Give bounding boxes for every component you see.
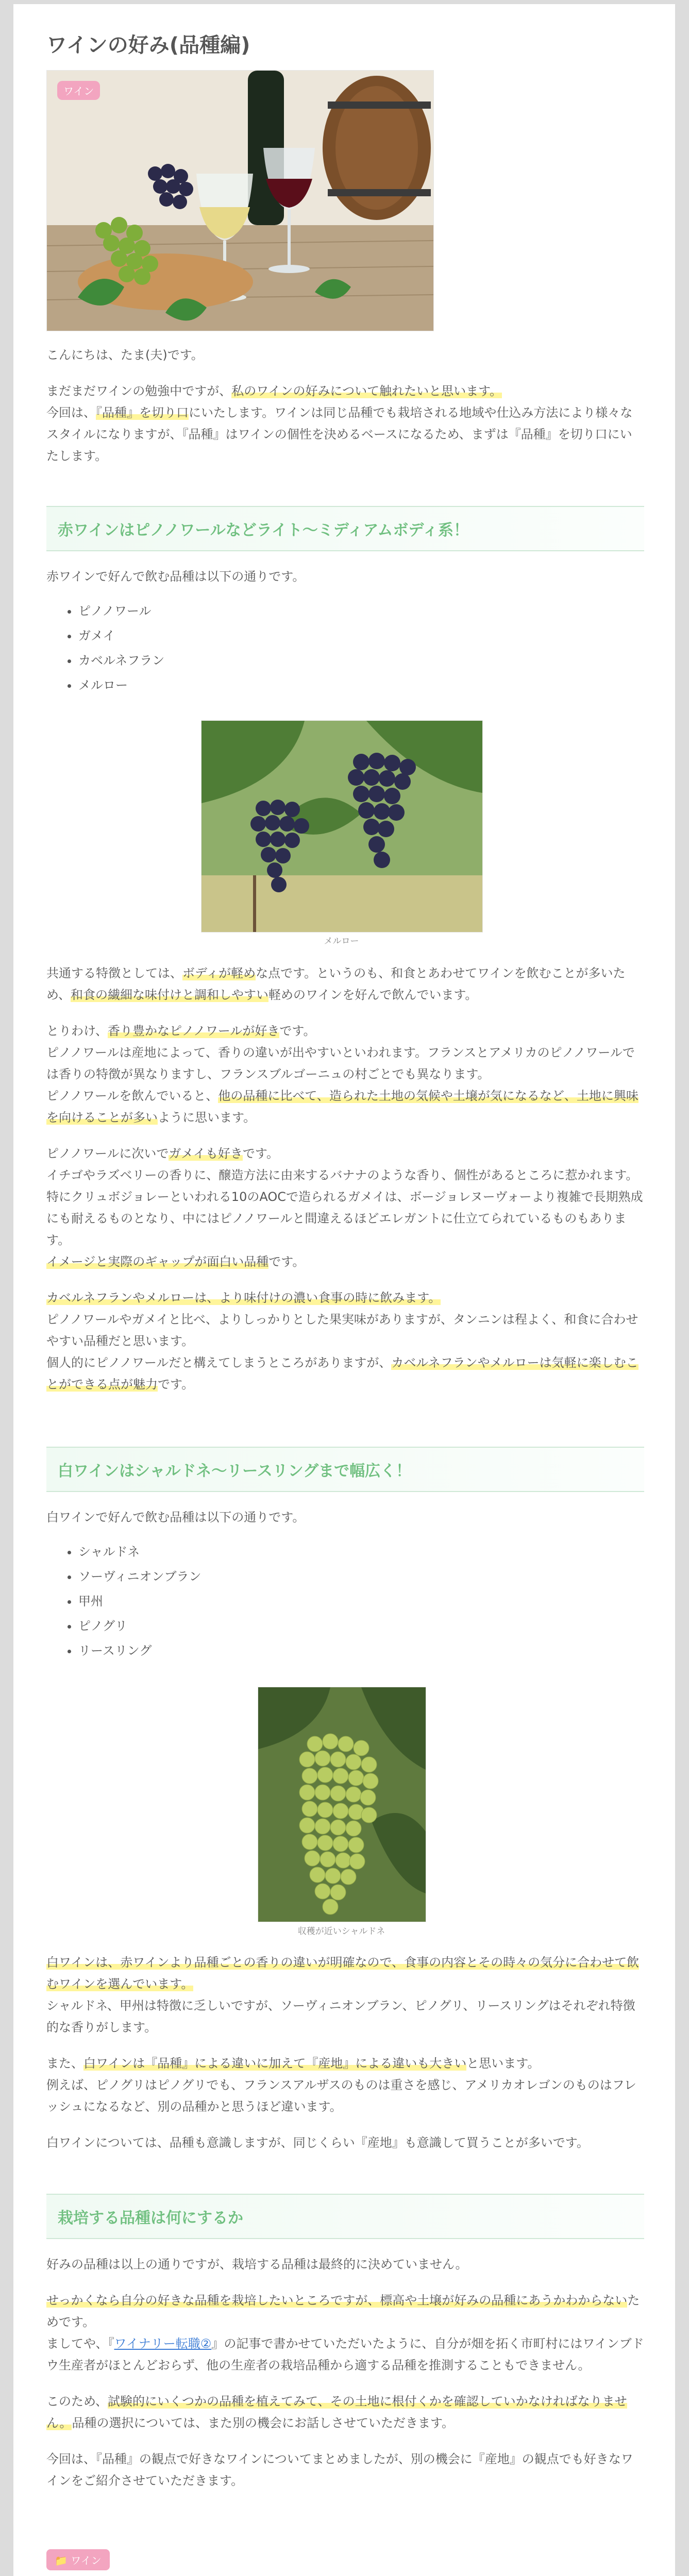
body-highlight: カベルネフランやメルローは気軽に楽しむことができる点が魅力	[46, 1355, 638, 1392]
merlot-caption: メルロー	[324, 936, 359, 946]
winery-article-link[interactable]: ワイナリー転職②	[114, 2336, 212, 2351]
red-wine-lead: 赤ワインで好んで飲む品種は以下の通りです。	[46, 569, 305, 584]
body-text: です。	[268, 1255, 305, 1269]
white-wine-lead: 白ワインで好んで飲む品種は以下の通りです。	[46, 1510, 305, 1524]
body-text: ピノノワールを飲んでいると、	[46, 1089, 219, 1103]
red-wine-intro	[46, 566, 644, 698]
white-wine-body	[46, 1952, 644, 2154]
red-wine-paragraph-1	[46, 962, 644, 1006]
body-text: 』の記事で書かせていただいたように、自分が畑を拓く市町村にはワインブドウ生産者がほとんどおらず、他の生産者の栽培品種から適する品種を推測することもできません。	[46, 2336, 644, 2372]
list-item: • リースリング	[78, 1638, 644, 1663]
intro-paragraph	[46, 380, 644, 467]
body-text: ましてや、『	[46, 2336, 114, 2351]
intro-section	[46, 344, 644, 467]
body-highlight: 白ワインは、赤ワインより品種ごとの香りの違いが明確なので、食事の内容とその時々の気分に合わせて飲むワインを選んでいます。	[46, 1955, 640, 1991]
body-text: ピノノワールに次いで	[46, 1146, 169, 1161]
body-text: と思います。	[466, 2056, 540, 2071]
white-wine-paragraph-2	[46, 2053, 644, 2117]
merlot-image	[201, 720, 483, 933]
white-wine-paragraph-3: 白ワインについては、品種も意識しますが、同じくらい『産地』も意識して買うことが多いです。	[46, 2136, 589, 2150]
body-highlight: カベルネフランやメルローは、より味付けの濃い食事の時に飲みます。	[46, 1291, 441, 1305]
red-wine-paragraph-3	[46, 1143, 644, 1273]
list-item: • ソーヴィニオンブラン	[78, 1564, 644, 1589]
article-card	[13, 4, 675, 2576]
intro-highlight: 『品種』を切り口	[96, 405, 189, 420]
white-wine-list	[46, 1539, 644, 1663]
red-wine-list	[46, 599, 644, 698]
body-text: 個人的にピノノワールだと構えてしまうところがありますが、	[46, 1355, 392, 1370]
body-text: です。	[158, 1377, 194, 1392]
body-highlight: 他の品種に比べて、造られた土地の気候や土壌が気になるなど、土地に興味を向けることが多い	[46, 1089, 638, 1125]
intro-text: 今回は、	[46, 405, 96, 420]
list-item: • シャルドネ	[78, 1539, 644, 1564]
body-text: です。	[242, 1146, 279, 1161]
section-heading-cultivation: 栽培する品種は何にするか	[46, 2194, 644, 2239]
page-title: ワインの好み(品種編)	[46, 33, 250, 57]
body-text: ピノノワールは産地によって、香りの違いが出やすいといわれます。フランスとアメリカのピノノワールでは香りの特徴が異なりますし、フランスブルゴーニュの村ごとでも異なります。	[46, 1045, 635, 1081]
body-highlight: 和食の繊細な味付けと調和しやすい	[71, 988, 269, 1002]
intro-text: まだまだワインの勉強中ですが、	[46, 384, 232, 398]
body-text: な点です。というのも、和食とあわせてワインを飲むことが多いため、	[46, 966, 626, 1002]
merlot-grapes-illustration	[201, 721, 482, 932]
red-wine-paragraph-4	[46, 1287, 644, 1395]
body-text: 品種の選択については、また別の機会にお話しさせていただきます。	[72, 2416, 455, 2430]
body-highlight: 試験的にいくつかの品種を植えてみて、その土地に根付くかを確認していかなければなりません。	[46, 2394, 627, 2430]
category-badge[interactable]: ワイン	[57, 81, 100, 100]
chardonnay-image	[258, 1687, 426, 1922]
greeting-text: こんにちは、たま(夫)です。	[46, 348, 204, 362]
category-tag-label: ワイン	[71, 2554, 102, 2567]
body-highlight: ガメイも好き	[169, 1146, 243, 1161]
body-highlight: イメージと実際のギャップが面白い品種	[46, 1255, 269, 1269]
list-item: • カベルネフラン	[78, 648, 644, 673]
body-text: ように思います。	[158, 1110, 256, 1125]
red-wine-body	[46, 962, 644, 1395]
list-item: • 甲州	[78, 1589, 644, 1614]
cultivation-paragraph-4: 今回は、『品種』の観点で好きなワインについてまとめましたが、別の機会に『産地』の観点でも好きなワインをご紹介させていただきます。	[46, 2452, 633, 2488]
cultivation-body	[46, 2253, 644, 2492]
body-text: このため、	[46, 2394, 108, 2409]
list-item: • メルロー	[78, 673, 644, 698]
hero-image	[46, 70, 434, 331]
list-item: • ピノノワール	[78, 599, 644, 623]
body-highlight: 白ワインは『品種』による違いに加えて『産地』による違いも大きい	[83, 2056, 467, 2071]
cultivation-paragraph-1: 好みの品種は以上の通りですが、栽培する品種は最終的に決めていません。	[46, 2257, 468, 2272]
chardonnay-grapes-illustration	[258, 1687, 426, 1922]
cultivation-paragraph-3	[46, 2391, 644, 2434]
intro-highlight: 私のワインの好みについて触れたいと思います。	[231, 384, 502, 398]
body-text: また、	[46, 2056, 83, 2071]
body-highlight: せっかくなら自分の好きな品種を栽培したいところですが、標高や土壌が好みの品種にあうかわからない	[46, 2293, 628, 2308]
white-wine-intro	[46, 1506, 644, 1663]
body-text: シャルドネ、甲州は特徴に乏しいですが、ソーヴィニオンブラン、ピノグリ、リースリングはそれぞれ特徴的な香りがします。	[46, 1998, 635, 2035]
body-highlight: 香り豊かなピノノワールが好き	[108, 1024, 280, 1038]
body-text: 共通する特徴としては、	[46, 966, 182, 980]
list-item: • ガメイ	[78, 623, 644, 648]
category-tag[interactable]	[46, 2549, 110, 2570]
intro-text: にいたします。ワインは同じ品種でも栽培される地域や仕込み方法により様々なスタイルになりますが、『品種』はワインの個性を決めるベースになるため、まずは『品種』を切り口にいたします。	[46, 405, 633, 463]
body-text: ピノノワールやガメイと比べ、よりしっかりとした果実味がありますが、タンニンは程よく、和食に合わせやすい品種だと思います。	[46, 1312, 638, 1348]
section-heading-red-wine: 赤ワインはピノノワールなどライト〜ミディアムボディ系！	[46, 506, 644, 551]
body-text: 例えば、ピノグリはピノグリでも、フランスアルザスのものは重さを感じ、アメリカオレゴンのものはフレッシュになるなど、別の品種かと思うほど違います。	[46, 2078, 636, 2114]
section-heading-white-wine: 白ワインはシャルドネ〜リースリングまで幅広く！	[46, 1447, 644, 1492]
body-text: ためです。	[46, 2293, 640, 2329]
body-text: です。	[279, 1024, 316, 1038]
body-text: イチゴやラズベリーの香りに、醸造方法に由来するバナナのような香り、個性があるところに惹かれます。特にクリュボジョレーといわれる10のAOCで造られるガメイは、ボージョレヌーヴォーより複雑で長期熟成にも耐えるものとなり、中にはピノノワールと間違えるほどエレガントに仕立てられているものもあります。	[46, 1168, 643, 1247]
body-text: 軽めのワインを好んで飲んでいます。	[268, 988, 478, 1002]
wine-still-life-illustration	[47, 71, 433, 331]
cultivation-paragraph-2	[46, 2290, 644, 2376]
chardonnay-caption: 収穫が近いシャルドネ	[297, 1926, 385, 1937]
red-wine-paragraph-2	[46, 1020, 644, 1128]
white-wine-paragraph-1	[46, 1952, 644, 2038]
body-highlight: ボディが軽め	[182, 966, 256, 980]
folder-icon: 📁	[55, 2554, 68, 2567]
body-text: とりわけ、	[46, 1024, 108, 1038]
list-item: • ピノグリ	[78, 1614, 644, 1638]
